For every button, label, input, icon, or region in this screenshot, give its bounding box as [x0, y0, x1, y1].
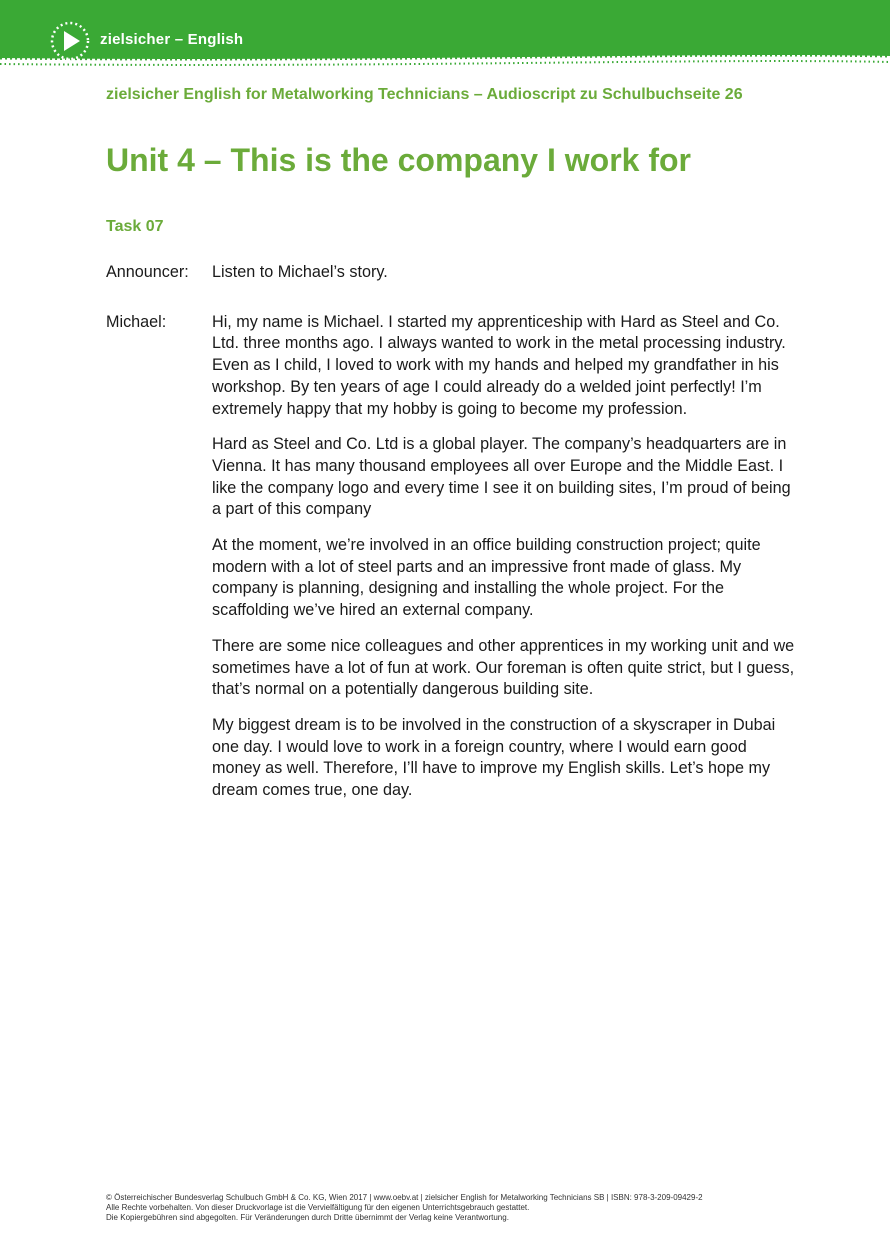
header-banner [0, 0, 890, 80]
document-subtitle: zielsicher English for Metalworking Technicians – Audioscript zu Schulbuchseite 26 [106, 86, 743, 103]
rights-line: Alle Rechte vorbehalten. Von dieser Druckvorlage ist die Vervielfältigung für den eigenen Unterrichtsgebrauch gestattet. [106, 1203, 530, 1212]
speaker-text [212, 312, 796, 816]
brand-name: zielsicher – English [100, 31, 244, 48]
task-label: Task 07 [106, 218, 164, 235]
speaker-text [212, 262, 796, 298]
page-title: Unit 4 – This is the company I work for [106, 142, 691, 178]
paragraph: Hi, my name is Michael. I started my apprenticeship with Hard as Steel and Co. Ltd. three months ago. I always wanted to work in the metal processing industry. Even as I child, I loved to work with my hands and helped my grandfather in his workshop. By ten years of age I could already do a welded joint perfectly! I’m extremely happy that my hobby is going to become my profession. [212, 312, 786, 418]
paragraph: Hard as Steel and Co. Ltd is a global player. The company’s headquarters are in Vienna. It has many thousand employees all over Europe and the Middle East. I like the company logo and every time I see it on building sites, I’m proud of being a part of this company [212, 435, 791, 519]
script-line-announcer [106, 262, 796, 298]
footer [106, 1193, 806, 1223]
paragraph: My biggest dream is to be involved in the construction of a skyscraper in Dubai one day. I would love to work in a foreign country, where I would earn good money as well. Therefore, I’ll have to improve my English skills. Let’s hope my dream comes true, one day. [212, 715, 776, 800]
play-icon [49, 20, 91, 62]
paragraph: There are some nice colleagues and other apprentices in my working unit and we sometimes have a lot of fun at work. Our foreman is often quite strict, but I guess, that’s normal on a potentially dangerous building site. [212, 636, 795, 699]
paragraph: At the moment, we’re involved in an office building construction project; quite modern with a lot of steel parts and an impressive front made of glass. My company is planning, designing and installing the whole project. For the scaffolding we’ve hired an external company. [212, 536, 761, 620]
disclaimer-line: Die Kopiergebühren sind abgegolten. Für Veränderungen durch Dritte übernimmt der Verlag keine Verantwortung. [106, 1213, 509, 1222]
speaker-name: Michael: [106, 312, 167, 331]
paragraph: Listen to Michael’s story. [212, 263, 388, 281]
script-line-michael [106, 312, 796, 816]
audioscript [106, 262, 796, 830]
copyright-line: © Österreichischer Bundesverlag Schulbuch GmbH & Co. KG, Wien 2017 | www.oebv.at | zielsicher English for Metalworking Technicians SB | ISBN: 978-3-209-09429-2 [106, 1193, 703, 1202]
speaker-name: Announcer: [106, 263, 189, 281]
